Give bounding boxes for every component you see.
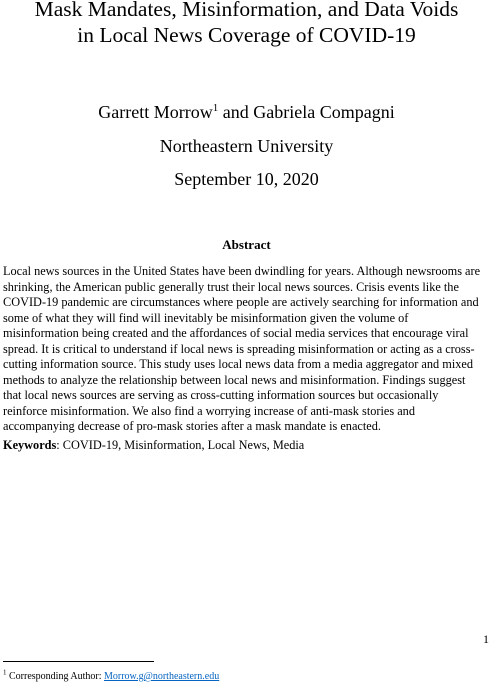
keywords-line [3,437,304,453]
abstract-line: reinforce misinformation. We also find a worrying increase of anti-mask stories and [3,403,415,418]
author-name: Gabriela Compagni [253,102,395,122]
abstract-line: spread. It is critical to understand if local news is spreading misinformation or acting as a cross- [3,341,475,356]
abstract-line: accompanying decrease of pro-mask stories after a mask mandate is enacted. [3,419,381,433]
abstract-line: shrinking, the American public generally trust their local news sources. Crisis events like the [3,279,459,294]
footnote-mark: 1 [3,668,7,677]
abstract-line: some of what they will find will inevitably be misinformation given the volume of [3,310,409,325]
title-line: in Local News Coverage of COVID-19 [77,23,416,47]
author-connector: and [218,102,254,122]
abstract-body [3,264,493,435]
author-affiliation: Northeastern University [159,136,334,156]
footnote-text: Corresponding Author: [6,671,104,682]
abstract-line: COVID-19 pandemic are circumstances where people are actively searching for information and [3,295,479,309]
title-line: Mask Mandates, Misinformation, and Data Voids [34,0,459,21]
page-number: 1 [483,632,489,646]
keywords-list: : COVID-19, Misinformation, Local News, Media [56,438,305,452]
footnote [3,670,219,683]
paper-title [0,0,493,48]
abstract-line: that local news sources are serving as cross-cutting information sources but occasionally [3,388,439,402]
author-name: Garrett Morrow [98,102,213,122]
abstract-line: methods to analyze the relationship between local news and misinformation. Findings suggest [3,372,466,387]
author-footnote-mark: 1 [212,102,219,114]
abstract-line: misinformation being created and the affordances of social media services that encourage viral [3,326,469,340]
keywords-label: Keywords [3,438,57,452]
abstract-line: cutting information source. This study uses local news data from a media aggregator and mixed [3,357,474,371]
author-line [0,101,493,123]
abstract-line: Local news sources in the United States have been dwindling for years. Although newsrooms are [3,264,481,278]
author-email-link[interactable]: Morrow.g@northeastern.edu [104,671,220,682]
footnote-divider [3,661,154,662]
abstract-heading: Abstract [222,237,271,252]
publication-date: September 10, 2020 [174,169,319,189]
